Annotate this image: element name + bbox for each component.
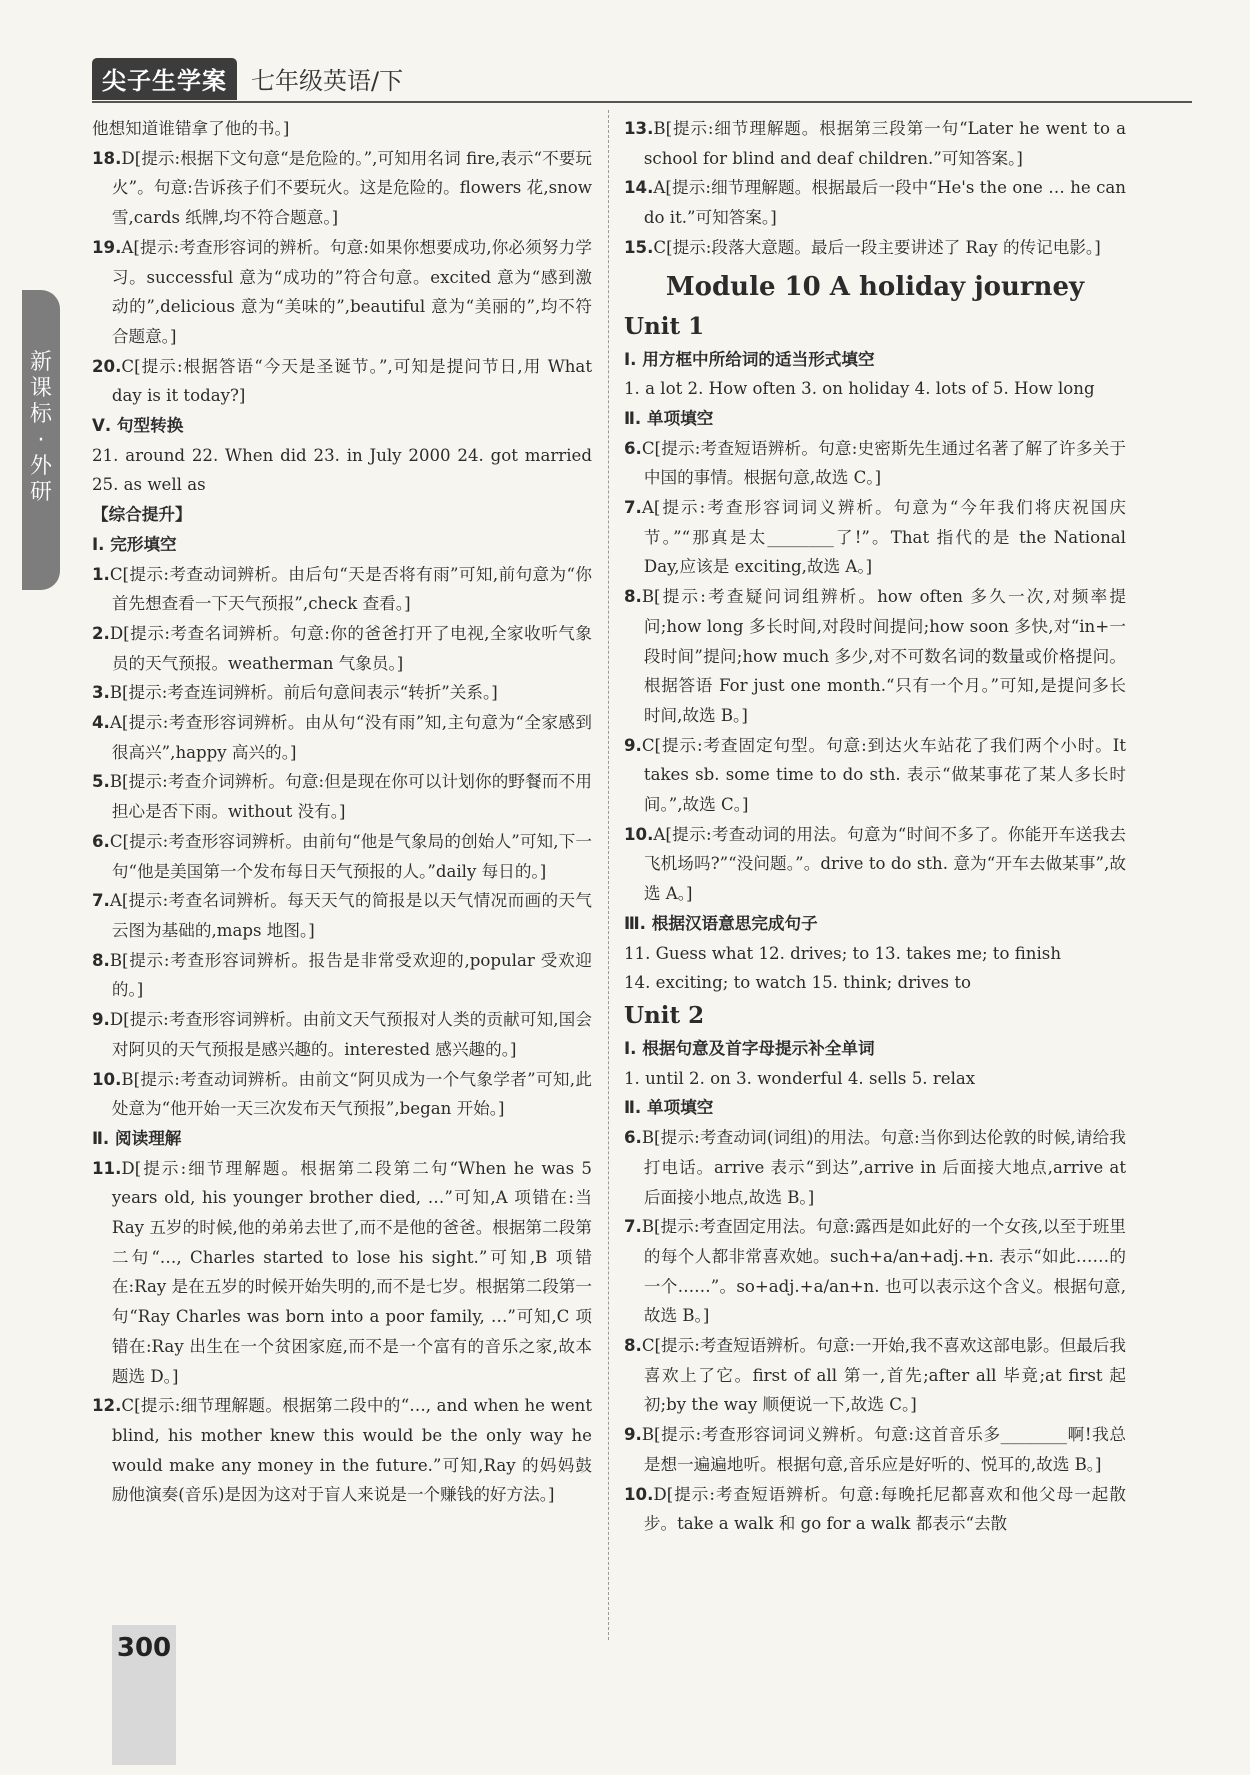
answer-line: 11. Guess what 12. drives; to 13. takes me; to finish	[624, 943, 1062, 963]
item-number: 4.	[92, 713, 110, 733]
item-number: 8.	[624, 587, 642, 607]
item-number: 5.	[92, 772, 110, 792]
answer-item	[92, 886, 592, 945]
side-tab-char: 课	[29, 376, 52, 401]
item-text: C[提示:根据答语“今天是圣诞节。”,可知是提问节日,用 What day is it today?]	[111, 356, 592, 406]
item-text: C[提示:考查短语辨析。句意:史密斯先生通过名著了解了许多关于中国的事情。根据句意,故选 C。]	[641, 438, 1126, 488]
page-number: 300	[112, 1625, 176, 1765]
answer-line: 他想知道谁错拿了他的书。]	[92, 119, 290, 138]
item-number: 10.	[624, 824, 654, 844]
item-number: 7.	[624, 498, 642, 518]
answer-item	[92, 1154, 592, 1392]
answer-item	[624, 731, 1126, 820]
item-number: 9.	[92, 1010, 110, 1030]
unit-title: Unit 1	[624, 312, 705, 340]
item-number: 6.	[624, 438, 642, 458]
item-text: A[提示:考查形容词的辨析。句意:如果你想要成功,你必须努力学习。successful 意为“成功的”符合句意。excited 意为“感到激动的”,delicious 意为“美味的”,beautiful 意为“美丽的”,均不符合题意。]	[111, 237, 592, 346]
answer-item	[624, 434, 1126, 493]
item-number: 7.	[624, 1217, 642, 1237]
item-number: 13.	[624, 119, 654, 138]
item-number: 9.	[624, 1425, 642, 1445]
answer-item	[624, 1420, 1126, 1479]
side-tab	[22, 290, 60, 590]
item-number: 15.	[624, 237, 654, 257]
item-number: 2.	[92, 623, 110, 643]
side-tab-char: 研	[29, 480, 52, 505]
item-number: 9.	[624, 735, 642, 755]
item-text: A[提示:考查动词的用法。句意为“时间不多了。你能开车送我去飞机场吗?”“没问题。”。drive to do sth. 意为“开车去做某事”,故选 A。]	[643, 824, 1126, 904]
left-column	[92, 114, 592, 1510]
right-column	[624, 114, 1126, 1539]
answer-item	[624, 1212, 1126, 1331]
item-text: C[提示:细节理解题。根据第二段中的“…, and when he went blind, his mother knew this would be the only way he would make any money in the future.”可知,Ray 的妈妈鼓励他演奏(音乐)是因为这对于盲人来说是一个赚钱的好方法。]	[111, 1396, 592, 1505]
item-number: 10.	[92, 1069, 122, 1089]
side-tab-char: 标	[29, 402, 52, 427]
answer-line: 14. exciting; to watch 15. think; drives to	[624, 973, 971, 993]
item-text: D[提示:考查名词辨析。句意:你的爸爸打开了电视,全家收听气象员的天气预报。weatherman 气象员。]	[109, 623, 592, 673]
item-text: B[提示:考查介词辨析。句意:但是现在你可以计划你的野餐而不用担心是否下雨。without 没有。]	[109, 772, 592, 822]
item-number: 7.	[92, 891, 110, 911]
item-text: B[提示:细节理解题。根据第三段第一句“Later he went to a school for blind and deaf children.”可知答案。]	[643, 119, 1126, 168]
section-heading: Ⅱ. 单项填空	[624, 1098, 714, 1118]
item-number: 6.	[624, 1128, 642, 1148]
item-number: 20.	[92, 356, 122, 376]
side-tab-char: 外	[29, 454, 52, 479]
item-text: C[提示:考查动词辨析。由后句“天是否将有雨”可知,前句意为“你首先想查看一下天气预报”,check 查看。]	[109, 564, 592, 614]
answer-item	[92, 767, 592, 826]
item-text: D[提示:考查短语辨析。句意:每晚托尼都喜欢和他父母一起散步。take a walk 和 go for a walk 都表示“去散	[643, 1484, 1126, 1534]
answer-item	[92, 678, 592, 708]
item-number: 11.	[92, 1158, 122, 1178]
item-text: B[提示:考查形容词词义辨析。句意:这首音乐多________啊!我总是想一遍遍地听。根据句意,音乐应是好听的、悦耳的,故选 B。]	[641, 1425, 1126, 1474]
item-text: B[提示:考查动词辨析。由前文“阿贝成为一个气象学者”可知,此处意为“他开始一天三次发布天气预报”,began 开始。]	[111, 1069, 592, 1119]
side-tab-char: 新	[29, 350, 52, 375]
answer-item	[624, 1480, 1126, 1539]
item-text: C[提示:考查短语辨析。句意:一开始,我不喜欢这部电影。但最后我喜欢上了它。first of all 第一,首先;after all 毕竟;at first 起初;by the way 顺便说一下,故选 C。]	[641, 1336, 1126, 1415]
unit-title: Unit 2	[624, 1001, 705, 1029]
answer-item	[624, 820, 1126, 909]
item-text: A[提示:考查名词辨析。每天天气的简报是以天气情况而画的天气云图为基础的,maps 地图。]	[109, 891, 592, 940]
answer-item	[92, 1065, 592, 1124]
answer-item	[624, 582, 1126, 731]
item-number: 6.	[92, 831, 110, 851]
answer-item	[624, 233, 1126, 263]
answer-item	[92, 1391, 592, 1510]
section-heading: Ⅰ. 根据句意及首字母提示补全单词	[624, 1038, 875, 1058]
section-heading: 【综合提升】	[92, 505, 192, 525]
item-text: B[提示:考查动词(词组)的用法。句意:当你到达伦敦的时候,请给我打电话。arrive 表示“到达”,arrive in 后面接大地点,arrive at 后面接小地点,故选 B。]	[641, 1128, 1126, 1207]
item-number: 10.	[624, 1484, 654, 1504]
item-text: C[提示:段落大意题。最后一段主要讲述了 Ray 的传记电影。]	[653, 237, 1101, 257]
answer-item	[624, 493, 1126, 582]
item-number: 8.	[624, 1336, 642, 1356]
item-number: 1.	[92, 564, 110, 584]
answer-item	[92, 619, 592, 678]
answer-item	[92, 827, 592, 886]
answer-item	[92, 946, 592, 1005]
item-text: A[提示:考查形容词辨析。由从句“没有雨”知,主句意为“全家感到很高兴”,happy 高兴的。]	[109, 713, 592, 762]
item-text: B[提示:考查疑问词组辨析。how often 多久一次,对频率提问;how long 多长时间,对段时间提问;how soon 多快,对“in+一段时间”提问;how much 多少,对不可数名词的数量或价格提问。根据答语 For just one month.“只有一个月。”可知,是提问多长时间,故选 B。]	[641, 587, 1126, 725]
section-heading: Ⅰ. 用方框中所给词的适当形式填空	[624, 349, 875, 369]
item-text: C[提示:考查形容词辨析。由前句“他是气象局的创始人”可知,下一句“他是美国第一个发布每日天气预报的人。”daily 每日的。]	[109, 831, 592, 881]
answer-item	[624, 1331, 1126, 1420]
item-text: D[提示:考查形容词辨析。由前文天气预报对人类的贡献可知,国会对阿贝的天气预报是感兴趣的。interested 感兴趣的。]	[109, 1010, 592, 1059]
item-text: C[提示:考查固定句型。句意:到达火车站花了我们两个小时。It takes sb. some time to do sth. 表示“做某事花了某人多长时间。”,故选 C。]	[641, 735, 1126, 815]
item-text: B[提示:考查固定用法。句意:露西是如此好的一个女孩,以至于班里的每个人都非常喜欢她。such+a/an+adj.+n. 表示“如此……的一个……”。so+adj.+a/an+n. 也可以表示这个含义。根据句意,故选 B。]	[641, 1217, 1126, 1326]
brand-label: 尖子生学案	[92, 58, 237, 100]
answer-item	[92, 144, 592, 233]
answer-item	[624, 1123, 1126, 1212]
answer-item	[92, 1005, 592, 1064]
answer-item	[92, 560, 592, 619]
item-text: B[提示:考查形容词辨析。报告是非常受欢迎的,popular 受欢迎的。]	[109, 950, 592, 1000]
item-text: B[提示:考查连词辨析。前后句意间表示“转折”关系。]	[109, 683, 498, 703]
header-rule	[92, 101, 1192, 103]
item-number: 19.	[92, 237, 122, 257]
section-heading: Ⅰ. 完形填空	[92, 534, 177, 554]
item-text: D[提示:细节理解题。根据第二段第二句“When he was 5 years old, his younger brother died, …”可知,A 项错在:当 Ray 五岁的时候,他的弟弟去世了,而不是他的爸爸。根据第二段第二句“…, Charles started to lose his sight.”可知,B 项错在:Ray 是在五岁的时候开始失明的,而不是七岁。根据第二段第一句“Ray Charles was born into a poor family, …”可知,C 项错在:Ray 出生在一个贫困家庭,而不是一个富有的音乐之家,故本题选 D。]	[111, 1158, 592, 1386]
answer-item	[624, 114, 1126, 173]
answer-line: 1. a lot 2. How often 3. on holiday 4. lots of 5. How long	[624, 379, 1095, 399]
column-divider	[608, 110, 609, 1640]
answer-line: 1. until 2. on 3. wonderful 4. sells 5. relax	[624, 1068, 976, 1088]
item-number: 18.	[92, 148, 122, 168]
answer-item	[92, 233, 592, 352]
item-text: A[提示:考查形容词词义辨析。句意为“今年我们将庆祝国庆节。”“那真是太________了!”。That 指代的是 the National Day,应该是 exciting,故选 A。]	[641, 498, 1126, 577]
answer-line: 21. around 22. When did 23. in July 2000 24. got married 25. as well as	[92, 445, 592, 495]
answer-item	[92, 708, 592, 767]
section-heading: Ⅲ. 根据汉语意思完成句子	[624, 913, 818, 933]
subject-label: 七年级英语/下	[251, 67, 404, 95]
section-heading: Ⅱ. 单项填空	[624, 408, 714, 428]
side-tab-char: ·	[37, 428, 45, 453]
item-number: 14.	[624, 178, 654, 198]
section-heading: Ⅱ. 阅读理解	[92, 1128, 182, 1148]
page-header	[92, 62, 403, 100]
section-heading: Ⅴ. 句型转换	[92, 416, 184, 436]
item-text: D[提示:根据下文句意“是危险的。”,可知用名词 fire,表示“不要玩火”。句意:告诉孩子们不要玩火。这是危险的。flowers 花,snow 雪,cards 纸牌,均不符合题意。]	[111, 148, 592, 228]
answer-item	[92, 352, 592, 411]
answer-item	[624, 173, 1126, 232]
item-number: 12.	[92, 1396, 122, 1416]
item-number: 3.	[92, 683, 110, 703]
item-number: 8.	[92, 950, 110, 970]
module-title: Module 10 A holiday journey	[665, 271, 1085, 302]
item-text: A[提示:细节理解题。根据最后一段中“He's the one … he can do it.”可知答案。]	[643, 178, 1126, 228]
